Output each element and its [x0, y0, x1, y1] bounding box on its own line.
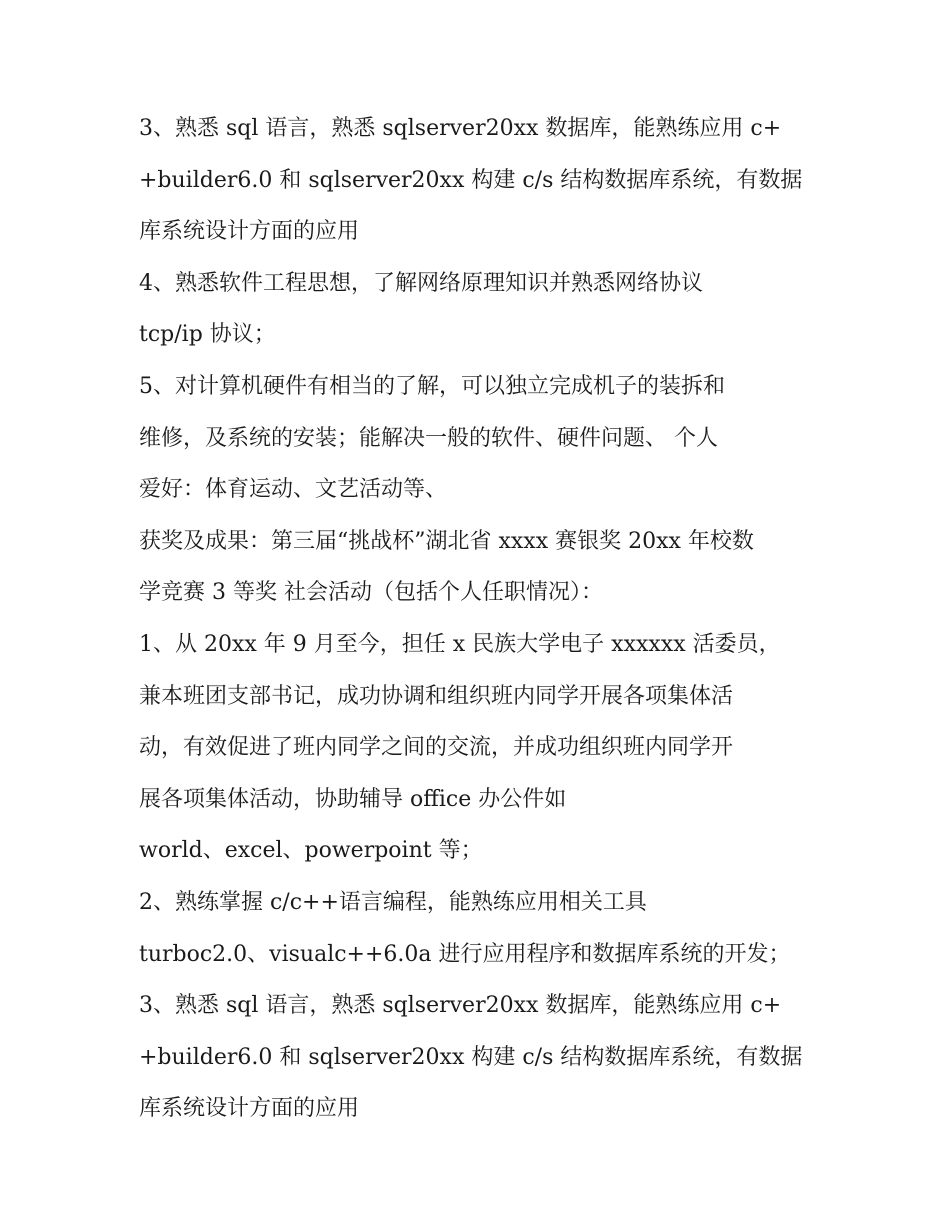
document-body: [139, 103, 829, 1135]
text-line: 学竞赛 3 等奖 社会活动（包括个人任职情况）：: [139, 580, 603, 606]
text-line: 3、熟悉 sql 语言，熟悉 sqlserver20xx 数据库，能熟练应用 c+: [139, 993, 782, 1019]
text-line: 获奖及成果：第三届“挑战杯”湖北省 xxxx 赛银奖 20xx 年校数: [139, 528, 754, 554]
text-line: 1、从 20xx 年 9 月至今，担任 x 民族大学电子 xxxxxx 活委员，: [139, 631, 781, 657]
text-line: 库系统设计方面的应用: [139, 1096, 360, 1122]
text-line: 4、熟悉软件工程思想，了解网络原理知识并熟悉网络协议: [139, 270, 703, 296]
text-line: 维修，及系统的安装；能解决一般的软件、硬件问题、 个人: [139, 425, 718, 451]
text-line: 爱好：体育运动、文艺活动等、: [139, 477, 448, 503]
text-line: 动，有效促进了班内同学之间的交流，并成功组织班内同学开: [139, 735, 734, 761]
text-line: 兼本班团支部书记，成功协调和组织班内同学开展各项集体活: [139, 683, 734, 709]
text-line: +builder6.0 和 sqlserver20xx 构建 c/s 结构数据库系统，有数据: [139, 1044, 803, 1070]
text-line: 2、熟练掌握 c/c++语言编程，能熟练应用相关工具: [139, 889, 647, 915]
text-line: tcp/ip 协议；: [139, 322, 276, 348]
text-line: 展各项集体活动，协助辅导 office 办公件如: [139, 786, 567, 812]
text-line: turboc2.0、visualc++6.0a 进行应用程序和数据库系统的开发；: [139, 941, 791, 967]
text-line: 3、熟悉 sql 语言，熟悉 sqlserver20xx 数据库，能熟练应用 c+: [139, 116, 782, 141]
text-line: 库系统设计方面的应用: [139, 219, 360, 245]
text-line: world、excel、powerpoint 等；: [139, 838, 483, 864]
text-line: +builder6.0 和 sqlserver20xx 构建 c/s 结构数据库系统，有数据: [139, 167, 803, 193]
text-line: 5、对计算机硬件有相当的了解，可以独立完成机子的装拆和: [139, 373, 725, 399]
